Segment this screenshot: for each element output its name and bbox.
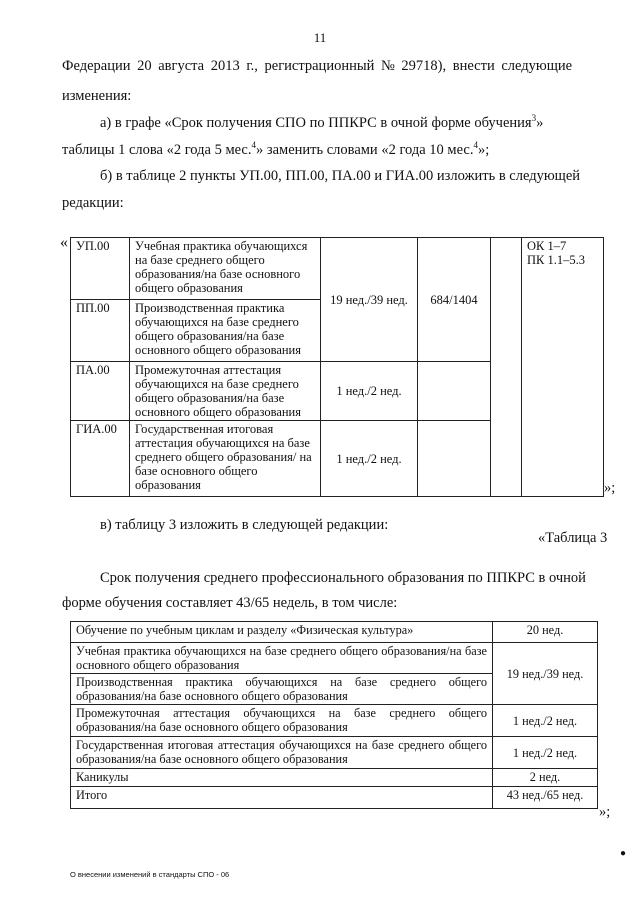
summary-line-1: Срок получения среднего профессионального образования по ППКРС в очной [100, 570, 586, 586]
t2-name-pp: Производственная практика обучающихся на базе среднего общего образования/на базе основного общего образования [130, 300, 321, 362]
t2-duration-pa: 1 нед./2 нед. [321, 362, 418, 421]
item-a-line-1: а) в графе «Срок получения СПО по ППКРС в очной форме обучения$^3$» [100, 113, 544, 131]
table3-label: «Таблица 3 [538, 530, 608, 546]
table-2 [70, 237, 604, 497]
summary-line-2: форме обучения составляет 43/65 недель, в том числе: [62, 595, 398, 611]
t3-row-label: Государственная итоговая аттестация обучающихся на базе среднего общего образования/на базе основного общего образования [71, 737, 493, 769]
t2-code-pa: ПА.00 [71, 362, 130, 421]
t2-hours-gia [418, 421, 491, 497]
t3-row-label: Производственная практика обучающихся на базе среднего общего образования/на базе основного общего образования [71, 674, 493, 705]
t3-row-label: Обучение по учебным циклам и разделу «Физическая культура» [71, 622, 493, 643]
t2-name-gia: Государственная итоговая аттестация обучающихся на базе среднего общего образования/ на базе основного общего образования [130, 421, 321, 497]
table2-close-quote: »; [604, 480, 616, 496]
t3-row-value: 1 нед./2 нед. [493, 705, 598, 737]
t3-row-label: Итого [71, 787, 493, 809]
item-b-line-1: б) в таблице 2 пункты УП.00, ПП.00, ПА.00 и ГИА.00 изложить в следующей [100, 168, 581, 184]
t2-code-pp: ПП.00 [71, 300, 130, 362]
item-c: в) таблицу 3 изложить в следующей редакции: [100, 517, 389, 533]
intro-line-2: изменения: [62, 88, 132, 104]
page-number: 11 [313, 30, 327, 45]
t3-row-value: 2 нед. [493, 769, 598, 787]
t3-practice-value: 19 нед./39 нед. [493, 643, 598, 705]
t2-duration-gia: 1 нед./2 нед. [321, 421, 418, 497]
t3-row-value: 20 нед. [493, 622, 598, 643]
t2-empty-col [491, 238, 522, 497]
t3-row-value: 43 нед./65 нед. [493, 787, 598, 809]
table2-open-quote: « [60, 234, 68, 251]
t2-competencies: ОК 1–7 ПК 1.1–5.3 [522, 238, 604, 497]
t3-row-label: Учебная практика обучающихся на базе среднего общего образования/на базе основного общего образования [71, 643, 493, 674]
t3-row-label: Промежуточная аттестация обучающихся на базе среднего общего образования/на базе основного общего образования [71, 705, 493, 737]
table3-close-quote: »; [599, 804, 611, 820]
item-a-line-2: таблицы 1 слова «2 года 5 мес.$^4$» заменить словами «2 года 10 мес.$^4$»; [62, 140, 490, 158]
t2-hours-pa [418, 362, 491, 421]
intro-line-1: Федерации 20 августа 2013 г., регистрационный № 29718), внести следующие [62, 58, 573, 74]
scan-mark-icon: ● [620, 848, 627, 859]
t2-practice-duration: 19 нед./39 нед. [321, 238, 418, 362]
t2-practice-hours: 684/1404 [418, 238, 491, 362]
t2-code-up: УП.00 [71, 238, 130, 300]
item-b-line-2: редакции: [62, 195, 124, 211]
t3-row-label: Каникулы [71, 769, 493, 787]
t2-name-up: Учебная практика обучающихся на базе среднего общего образования/на базе основного общего образования [130, 238, 321, 300]
footer: О внесении изменений в стандарты СПО - 06 [70, 870, 230, 879]
t2-code-gia: ГИА.00 [71, 421, 130, 497]
t3-row-value: 1 нед./2 нед. [493, 737, 598, 769]
t2-name-pa: Промежуточная аттестация обучающихся на базе среднего общего образования/на базе основного общего образования [130, 362, 321, 421]
table-3 [70, 621, 598, 809]
